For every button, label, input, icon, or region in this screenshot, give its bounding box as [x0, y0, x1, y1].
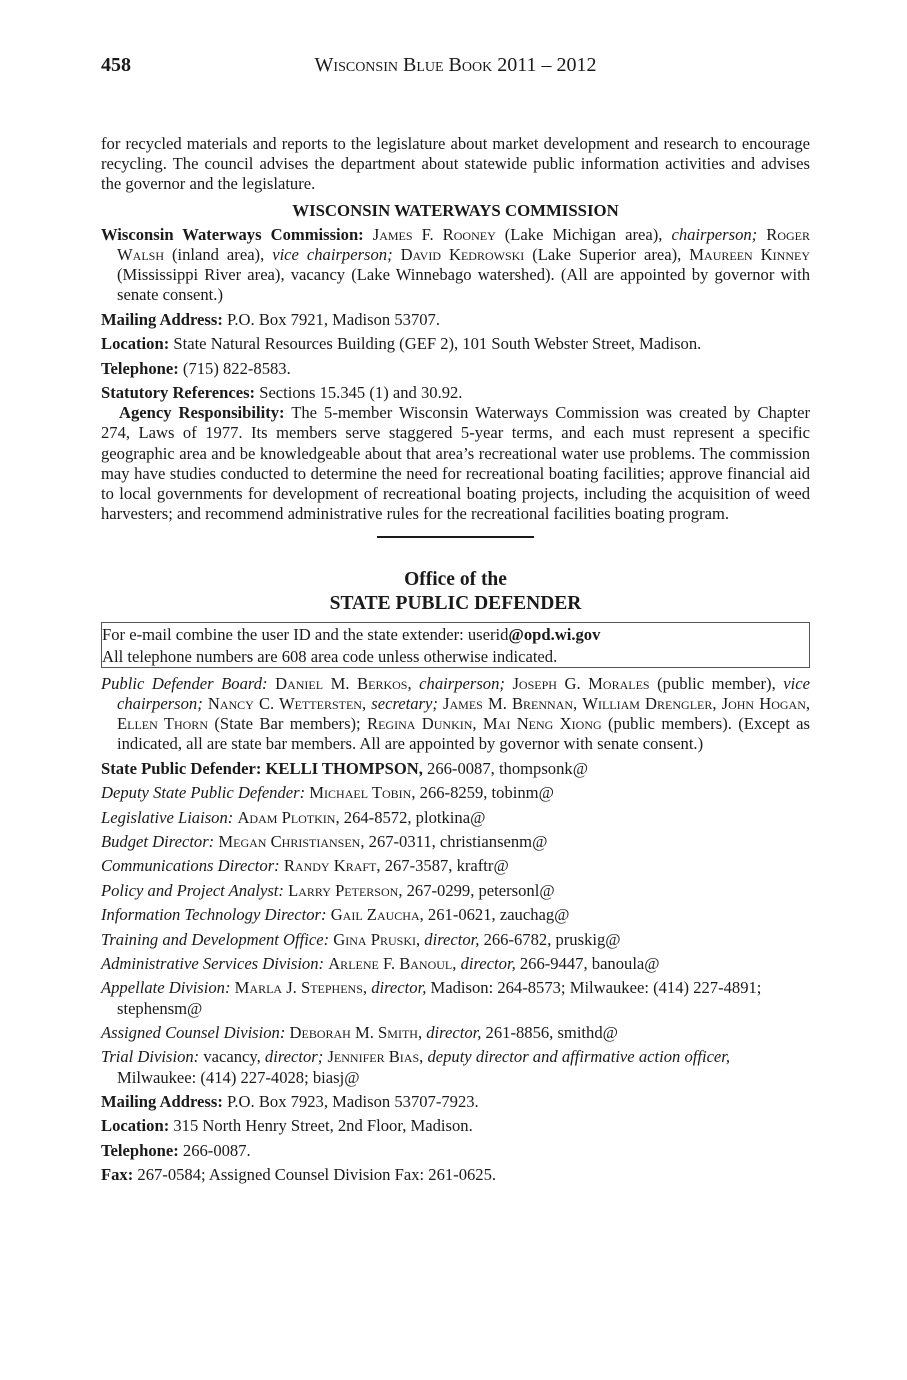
staff-title: Budget Director: — [101, 831, 215, 851]
email-domain: @opd.wi.gov — [508, 625, 601, 645]
location-value: State Natural Resources Building (GEF 2), 101 South Webster Street, Madison. — [169, 334, 702, 354]
telephone-value: (715) 822-8583. — [178, 358, 291, 378]
staff-contact: , 266-8259, tobinm@ — [411, 783, 554, 803]
trial-vacancy: vacancy, — [199, 1047, 265, 1067]
staff-name: Marla J. Stephens — [234, 978, 363, 998]
email-info-line — [102, 624, 805, 645]
board-closing: (public members). (Except as indicated, all are state bar members. All are appointed by governor with senate consent.) — [117, 714, 810, 754]
spd-policy-analyst — [101, 881, 810, 901]
staff-title: Policy and Project Analyst: — [101, 880, 284, 900]
fax-value: 267-0584; Assigned Counsel Division Fax: 261-0625. — [133, 1165, 497, 1185]
mailing-value: P.O. Box 7923, Madison 53707-7923. — [222, 1091, 479, 1111]
staff-contact: , 264-8572, plotkina@ — [335, 807, 486, 827]
board-member: Joseph G. Morales — [512, 673, 650, 693]
staff-role: director; — [264, 1047, 324, 1067]
board-member: William Drengler — [582, 694, 713, 714]
staff-title: Appellate Division: — [101, 978, 231, 998]
waterways-members — [101, 225, 810, 306]
member-area: (inland area), — [164, 245, 273, 265]
staff-contact: , 267-0311, christiansenm@ — [360, 831, 548, 851]
staff-role: director, — [460, 953, 516, 973]
member-area: (Mississippi River area), vacancy (Lake Winnebago watershed). (All are appointed by governor with senate consent.) — [117, 265, 810, 305]
board-role: chairperson; — [419, 673, 505, 693]
member-role: vice chairperson; — [272, 245, 393, 265]
waterways-agency-responsibility — [101, 403, 810, 524]
staff-title: Assigned Counsel Division: — [101, 1022, 286, 1042]
email-info-box — [101, 622, 810, 667]
spd-it-director — [101, 905, 810, 925]
waterways-mailing-address — [101, 310, 810, 330]
defender-label: State Public Defender: KELLI THOMPSON, — [101, 758, 423, 778]
email-info-text: For e-mail combine the user ID and the state extender: userid — [102, 625, 509, 645]
staff-name: Deborah M. Smith — [289, 1022, 418, 1042]
staff-name: Gail Zaucha — [330, 905, 420, 925]
member-area: (Lake Michigan area), — [495, 224, 672, 244]
spd-telephone — [101, 1141, 810, 1161]
member-name: James F. Rooney — [372, 224, 496, 244]
spd-fax — [101, 1165, 810, 1185]
staff-contact: 266-6782, pruskig@ — [479, 929, 621, 949]
defender-value: 266-0087, thompsonk@ — [422, 758, 588, 778]
staff-role: director, — [426, 1022, 482, 1042]
spd-training-office: Training and Development Office: Gina Pruski, director, 266-6782, pruskig@ — [101, 929, 621, 949]
staff-name: Larry Peterson — [288, 880, 399, 900]
telephone-label: Telephone: — [101, 1140, 179, 1160]
page-header — [101, 54, 810, 82]
board-role: secretary; — [371, 694, 438, 714]
member-area: (Lake Superior area), — [524, 245, 690, 265]
intro-paragraph: for recycled materials and reports to the legislature about market development and research to encourage recycling. The council advises the department about statewide public information activities and advises the governor and the legislature. — [101, 134, 810, 194]
waterways-statutory-references — [101, 383, 810, 403]
agency-label: Agency Responsibility: — [119, 403, 285, 423]
board-member: James M. Brennan — [443, 694, 574, 714]
staff-name: Jennifer Bias — [327, 1047, 420, 1067]
staff-title: Communications Director: — [101, 856, 280, 876]
statutory-value: Sections 15.345 (1) and 30.92. — [255, 382, 463, 402]
board-label: Public Defender Board: — [101, 673, 268, 693]
staff-title: Trial Division: — [101, 1047, 200, 1067]
waterways-heading: WISCONSIN WATERWAYS COMMISSION — [292, 200, 619, 220]
spd-location — [101, 1116, 810, 1136]
board-member: Mai Neng Xiong — [482, 714, 602, 734]
statutory-label: Statutory References: — [101, 382, 256, 402]
member-name: Roger Walsh — [117, 224, 810, 265]
location-label: Location: — [101, 334, 170, 354]
spd-heading-line2: STATE PUBLIC DEFENDER — [329, 593, 582, 615]
staff-contact: 266-9447, banoula@ — [515, 953, 660, 973]
staff-contact: Milwaukee: (414) 227-4028; biasj@ — [117, 1067, 360, 1087]
running-title: Wisconsin Blue Book 2011 – 2012 — [314, 54, 597, 76]
spd-heading — [101, 568, 810, 616]
staff-contact: , 261-0621, zauchag@ — [419, 905, 570, 925]
mailing-value: P.O. Box 7921, Madison 53707. — [222, 309, 440, 329]
staff-name: Megan Christiansen — [218, 831, 361, 851]
board-member: Ellen Thorn — [117, 714, 208, 734]
location-value: 315 North Henry Street, 2nd Floor, Madison. — [169, 1116, 473, 1136]
spd-budget-director — [101, 832, 810, 852]
location-label: Location: — [101, 1116, 170, 1136]
staff-contact: Madison: 264-8573; Milwaukee: (414) 227-4891; stephensm@ — [117, 978, 762, 1018]
spd-assigned-counsel: Assigned Counsel Division: Deborah M. Smith, director, 261-8856, smithd@ — [101, 1022, 618, 1042]
page-content — [101, 134, 810, 1185]
fax-label: Fax: — [101, 1165, 134, 1185]
spd-legislative-liaison — [101, 808, 810, 828]
staff-title: Deputy State Public Defender: — [101, 783, 306, 803]
staff-name: Michael Tobin — [309, 783, 412, 803]
waterways-telephone — [101, 359, 810, 379]
staff-title: Legislative Liaison: — [101, 807, 234, 827]
phone-info-line: All telephone numbers are 608 area code unless otherwise indicated. — [102, 646, 558, 666]
staff-role: deputy director and affirmative action officer, — [427, 1047, 731, 1067]
board-member: Daniel M. Berkos — [275, 673, 408, 693]
spd-board: Public Defender Board: Daniel M. Berkos, chairperson; Joseph G. Morales (public member), vice chairperson; Nancy C. Wettersten, secretary; James M. Brennan, William Drengler, John Hogan, Ellen Thorn (State Bar members); Regina Dunkin, Mai Neng Xiong (public members). (Except as indicated, all are state bar members. All are appointed by governor with senate consent.) — [101, 673, 811, 754]
mailing-label: Mailing Address: — [101, 1091, 223, 1111]
spd-communications-director — [101, 856, 810, 876]
staff-name: Gina Pruski — [333, 929, 416, 949]
staff-contact: , 267-3587, kraftr@ — [376, 856, 509, 876]
board-member: Nancy C. Wettersten — [207, 694, 362, 714]
section-divider — [377, 536, 534, 538]
member-role: chairperson; — [671, 224, 758, 244]
staff-title: Training and Development Office: — [101, 929, 330, 949]
spd-deputy — [101, 783, 810, 803]
staff-contact: , 267-0299, petersonl@ — [398, 880, 555, 900]
staff-title: Administrative Services Division: — [101, 953, 325, 973]
staff-title: Information Technology Director: — [101, 905, 327, 925]
spd-appellate-division: Appellate Division: Marla J. Stephens, director, Madison: 264-8573; Milwaukee: (414) 227-4891; stephensm@ — [101, 978, 762, 1018]
member-name: Maureen Kinney — [689, 245, 810, 265]
staff-name: Adam Plotkin — [237, 807, 336, 827]
spd-trial-division: Trial Division: vacancy, director; Jennifer Bias, deputy director and affirmative action officer, Milwaukee: (414) 227-4028; biasj@ — [101, 1047, 731, 1087]
board-member: Regina Dunkin — [367, 714, 473, 734]
board-member: John Hogan — [721, 694, 806, 714]
member-name: David Kedrowski — [400, 245, 525, 265]
spd-heading-line1: Office of the — [404, 569, 507, 591]
mailing-label: Mailing Address: — [101, 309, 223, 329]
spd-administrative-services: Administrative Services Division: Arlene F. Banoul, director, 266-9447, banoula@ — [101, 953, 660, 973]
spd-mailing-address — [101, 1092, 810, 1112]
staff-role: director, — [424, 929, 480, 949]
waterways-members-label: Wisconsin Waterways Commission: — [101, 224, 364, 244]
board-role: vice chairperson; — [117, 673, 810, 714]
staff-name: Randy Kraft — [283, 856, 377, 876]
telephone-value: 266-0087. — [178, 1140, 251, 1160]
spd-state-public-defender — [101, 759, 810, 779]
staff-contact: 261-8856, smithd@ — [481, 1022, 618, 1042]
board-note: (State Bar members); — [207, 714, 368, 734]
page-number: 458 — [101, 54, 131, 76]
telephone-label: Telephone: — [101, 358, 179, 378]
agency-value: The 5-member Wisconsin Waterways Commission was created by Chapter 274, Laws of 1977. Its members serve staggered 5-year terms, and each must represent a specific geographic area and be knowledgeable about that area’s recreational water use problems. The commission may have studies conducted to determine the need for recreational boating facilities; approve financial aid to local governments for development of recreational boating projects, including the acquisition of weed harvesters; and recommend administrative rules for the recreational facilities boating program. — [101, 403, 810, 524]
waterways-location — [101, 334, 810, 354]
board-note: (public member), — [649, 673, 784, 693]
staff-name: Arlene F. Banoul — [328, 953, 453, 973]
staff-role: director, — [371, 978, 427, 998]
